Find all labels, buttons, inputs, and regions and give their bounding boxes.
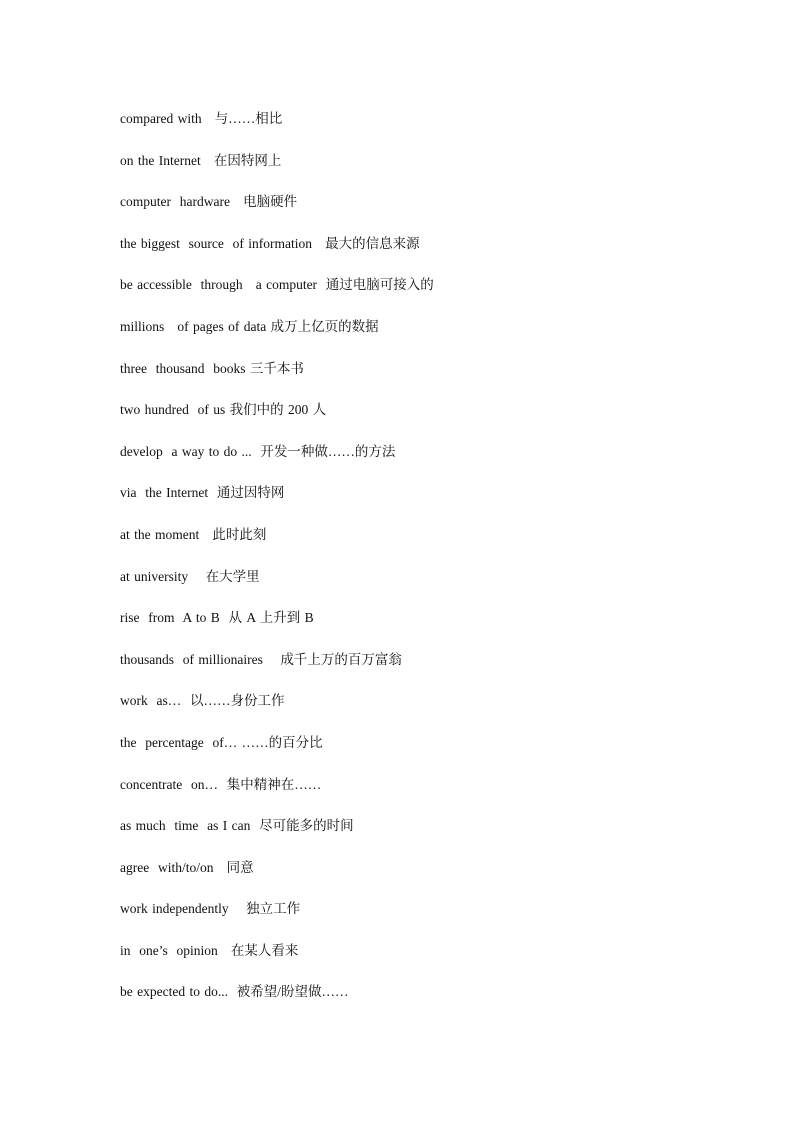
phrase-text: develop a way to do ... 开发一种做……的方法 xyxy=(120,443,396,459)
phrase-item xyxy=(120,649,680,691)
phrase-text: thousands of millionaires 成千上万的百万富翁 xyxy=(120,651,402,667)
phrase-text: be accessible through a computer 通过电脑可接入的 xyxy=(120,277,434,293)
phrase-item xyxy=(120,150,680,192)
phrase-text: three thousand books 三千本书 xyxy=(120,360,304,376)
phrase-text: compared with 与……相比 xyxy=(120,111,283,126)
phrase-text: work as… 以……身份工作 xyxy=(120,693,285,709)
phrase-item xyxy=(120,399,680,441)
phrase-text: the biggest source of information 最大的信息来源 xyxy=(120,235,420,251)
phrase-item xyxy=(120,233,680,275)
phrase-item xyxy=(120,191,680,233)
phrase-text: at university 在大学里 xyxy=(120,568,260,584)
phrase-item xyxy=(120,482,680,524)
phrase-item xyxy=(120,857,680,899)
phrase-text: in one’s opinion 在某人看来 xyxy=(120,942,299,958)
phrase-item xyxy=(120,441,680,483)
phrase-item xyxy=(120,316,680,358)
phrase-item xyxy=(120,358,680,400)
phrase-text: computer hardware 电脑硬件 xyxy=(120,194,298,210)
phrase-text: be expected to do... 被希望/盼望做…… xyxy=(120,984,349,1000)
phrase-text: concentrate on… 集中精神在…… xyxy=(120,776,322,792)
phrase-item xyxy=(120,690,680,732)
phrase-item xyxy=(120,274,680,316)
phrase-text: two hundred of us 我们中的 200 人 xyxy=(120,402,327,418)
phrase-text: millions of pages of data 成万上亿页的数据 xyxy=(120,318,379,334)
phrase-text: at the moment 此时此刻 xyxy=(120,526,267,542)
phrase-item xyxy=(120,566,680,608)
phrase-item xyxy=(120,774,680,816)
phrase-text: via the Internet 通过因特网 xyxy=(120,485,285,501)
phrase-text: rise from A to B 从 A 上升到 B xyxy=(120,610,314,626)
phrase-list xyxy=(120,108,680,1023)
phrase-item xyxy=(120,815,680,857)
phrase-text: as much time as I can 尽可能多的时间 xyxy=(120,818,354,834)
phrase-text: on the Internet 在因特网上 xyxy=(120,152,282,168)
phrase-text: agree with/to/on 同意 xyxy=(120,859,254,875)
phrase-text: the percentage of… ……的百分比 xyxy=(120,734,323,750)
phrase-item xyxy=(120,898,680,940)
phrase-item xyxy=(120,108,680,150)
phrase-item xyxy=(120,732,680,774)
phrase-text: work independently 独立工作 xyxy=(120,901,301,917)
phrase-item xyxy=(120,524,680,566)
phrase-item xyxy=(120,607,680,649)
phrase-item xyxy=(120,940,680,982)
phrase-item xyxy=(120,981,680,1023)
